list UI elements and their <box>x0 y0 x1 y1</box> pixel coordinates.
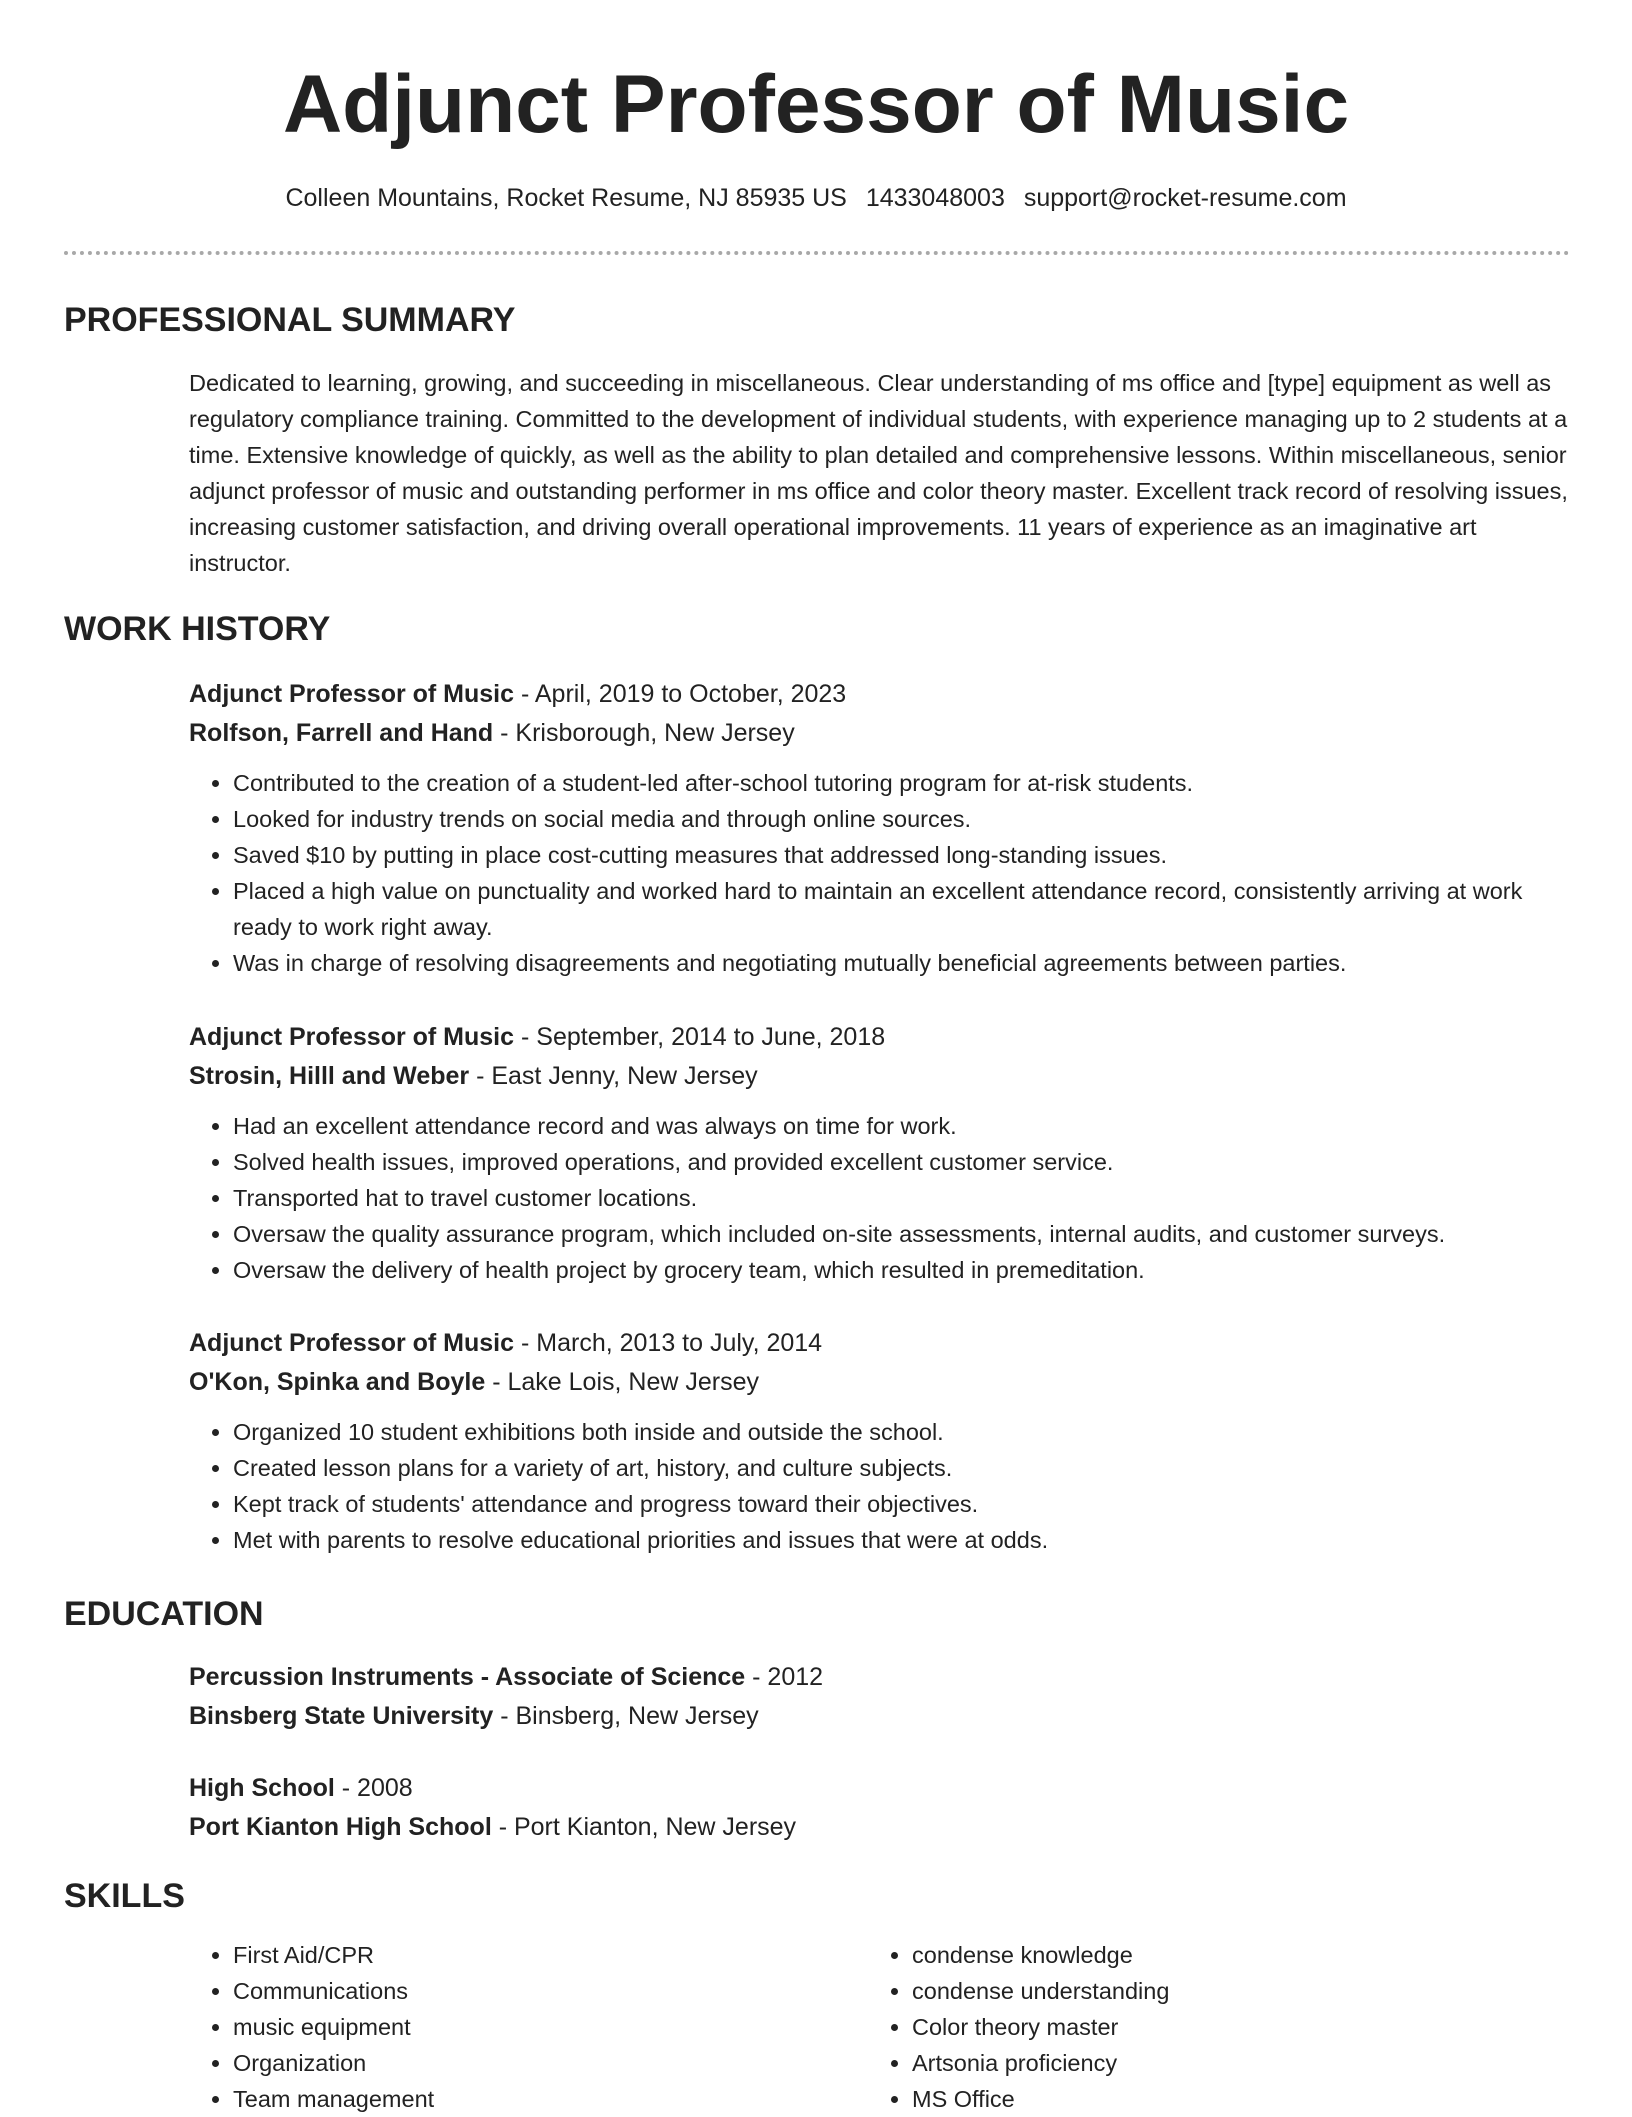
education-heading: EDUCATION <box>64 1595 264 1633</box>
resume-name: Adjunct Professor of Music <box>282 59 1350 150</box>
skill-item: • First Aid/CPR <box>233 1937 829 1973</box>
contact-phone: 1433048003 <box>865 184 1005 212</box>
job-bullet: • Oversaw the quality assurance program, which included on-site assessments, internal audits, and customer surveys. <box>233 1216 1571 1252</box>
education-year: - 2012 <box>745 1663 824 1691</box>
job-bullet: • Solved health issues, improved operations, and provided excellent customer service. <box>233 1144 1571 1180</box>
job-company-line <box>189 714 1571 753</box>
contact-line <box>0 180 1632 216</box>
job-bullet: • Created lesson plans for a variety of art, history, and culture subjects. <box>233 1450 1571 1486</box>
job-title-line <box>189 675 1571 714</box>
education-school-line <box>189 1697 1571 1736</box>
education-entry <box>189 1769 1571 1847</box>
job-dates: - March, 2013 to July, 2014 <box>514 1329 823 1357</box>
education-location: - Port Kianton, New Jersey <box>491 1813 797 1841</box>
job-location: - Krisborough, New Jersey <box>493 719 795 747</box>
job-role: Adjunct Professor of Music <box>189 1329 515 1357</box>
job-entry <box>189 675 1571 981</box>
skill-item: • Artsonia proficiency <box>912 2045 1508 2081</box>
job-entry <box>189 1018 1571 1288</box>
summary-text: Dedicated to learning, growing, and succeeding in miscellaneous. Clear understanding of ms office and [type] equipment as well as regulatory compliance training. Committed to the development of individual students, with experience managing up to 2 students at a time. Extensive knowledge of quickly, as well as the ability to plan detailed and comprehensive lessons. Within miscellaneous, senior adjunct professor of music and outstanding performer in ms office and color theory master. Excellent track record of resolving issues, increasing customer satisfaction, and driving overall operational improvements. 11 years of experience as an imaginative art instructor. <box>189 370 1568 576</box>
education-year: - 2008 <box>334 1774 413 1802</box>
job-role: Adjunct Professor of Music <box>189 680 515 708</box>
contact-email: support@rocket-resume.com <box>1023 184 1347 212</box>
skill-item: • Color theory master <box>912 2009 1508 2045</box>
education-school: Port Kianton High School <box>189 1813 492 1841</box>
job-bullets <box>189 1414 1571 1558</box>
job-company: Strosin, Hilll and Weber <box>189 1062 470 1090</box>
job-bullet: • Placed a high value on punctuality and worked hard to maintain an excellent attendance record, consistently arriving at work ready to work right away. <box>233 873 1571 945</box>
skill-item: • Organization <box>233 2045 829 2081</box>
job-dates: - April, 2019 to October, 2023 <box>514 680 847 708</box>
job-company: Rolfson, Farrell and Hand <box>189 719 494 747</box>
summary-heading: PROFESSIONAL SUMMARY <box>64 301 516 339</box>
skills-list <box>189 1937 829 2117</box>
job-bullet: • Had an excellent attendance record and was always on time for work. <box>233 1108 1571 1144</box>
job-bullet: • Organized 10 student exhibitions both inside and outside the school. <box>233 1414 1571 1450</box>
skills-heading: SKILLS <box>64 1877 185 1915</box>
header-divider <box>64 251 1570 255</box>
skill-item: • MS Office <box>912 2081 1508 2117</box>
job-bullet: • Saved $10 by putting in place cost-cutting measures that addressed long-standing issues. <box>233 837 1571 873</box>
work-history-heading: WORK HISTORY <box>64 610 331 648</box>
skill-item: • Team management <box>233 2081 829 2117</box>
job-bullet: • Met with parents to resolve educational priorities and issues that were at odds. <box>233 1522 1571 1558</box>
job-location: - East Jenny, New Jersey <box>469 1062 758 1090</box>
job-entry <box>189 1324 1571 1558</box>
job-role: Adjunct Professor of Music <box>189 1023 515 1051</box>
education-degree-line <box>189 1658 1571 1697</box>
contact-address: Colleen Mountains, Rocket Resume, NJ 85935 US <box>285 184 847 212</box>
education-school: Binsberg State University <box>189 1702 494 1730</box>
skill-item: • music equipment <box>233 2009 829 2045</box>
job-bullets <box>189 765 1571 981</box>
job-bullet: • Looked for industry trends on social media and through online sources. <box>233 801 1571 837</box>
job-company-line <box>189 1057 1571 1096</box>
job-location: - Lake Lois, New Jersey <box>485 1368 759 1396</box>
job-bullet: • Contributed to the creation of a student-led after-school tutoring program for at-risk students. <box>233 765 1571 801</box>
job-title-line <box>189 1324 1571 1363</box>
job-company-line <box>189 1363 1571 1402</box>
summary-section <box>189 365 1571 581</box>
education-location: - Binsberg, New Jersey <box>493 1702 759 1730</box>
skill-item: • condense understanding <box>912 1973 1508 2009</box>
job-bullet: • Was in charge of resolving disagreements and negotiating mutually beneficial agreements between parties. <box>233 945 1571 981</box>
skills-list <box>868 1937 1508 2117</box>
education-entry <box>189 1658 1571 1736</box>
job-company: O'Kon, Spinka and Boyle <box>189 1368 486 1396</box>
skill-item: • condense knowledge <box>912 1937 1508 1973</box>
job-bullet: • Oversaw the delivery of health project by grocery team, which resulted in premeditation. <box>233 1252 1571 1288</box>
job-bullets <box>189 1108 1571 1288</box>
skills-column-left <box>189 1937 829 2117</box>
job-title-line <box>189 1018 1571 1057</box>
job-dates: - September, 2014 to June, 2018 <box>514 1023 886 1051</box>
education-degree: High School <box>189 1774 335 1802</box>
education-school-line <box>189 1808 1571 1847</box>
job-bullet: • Transported hat to travel customer locations. <box>233 1180 1571 1216</box>
skills-column-right <box>868 1937 1508 2117</box>
job-bullet: • Kept track of students' attendance and progress toward their objectives. <box>233 1486 1571 1522</box>
skill-item: • Communications <box>233 1973 829 2009</box>
education-degree: Percussion Instruments - Associate of Science <box>189 1663 746 1691</box>
education-degree-line <box>189 1769 1571 1808</box>
